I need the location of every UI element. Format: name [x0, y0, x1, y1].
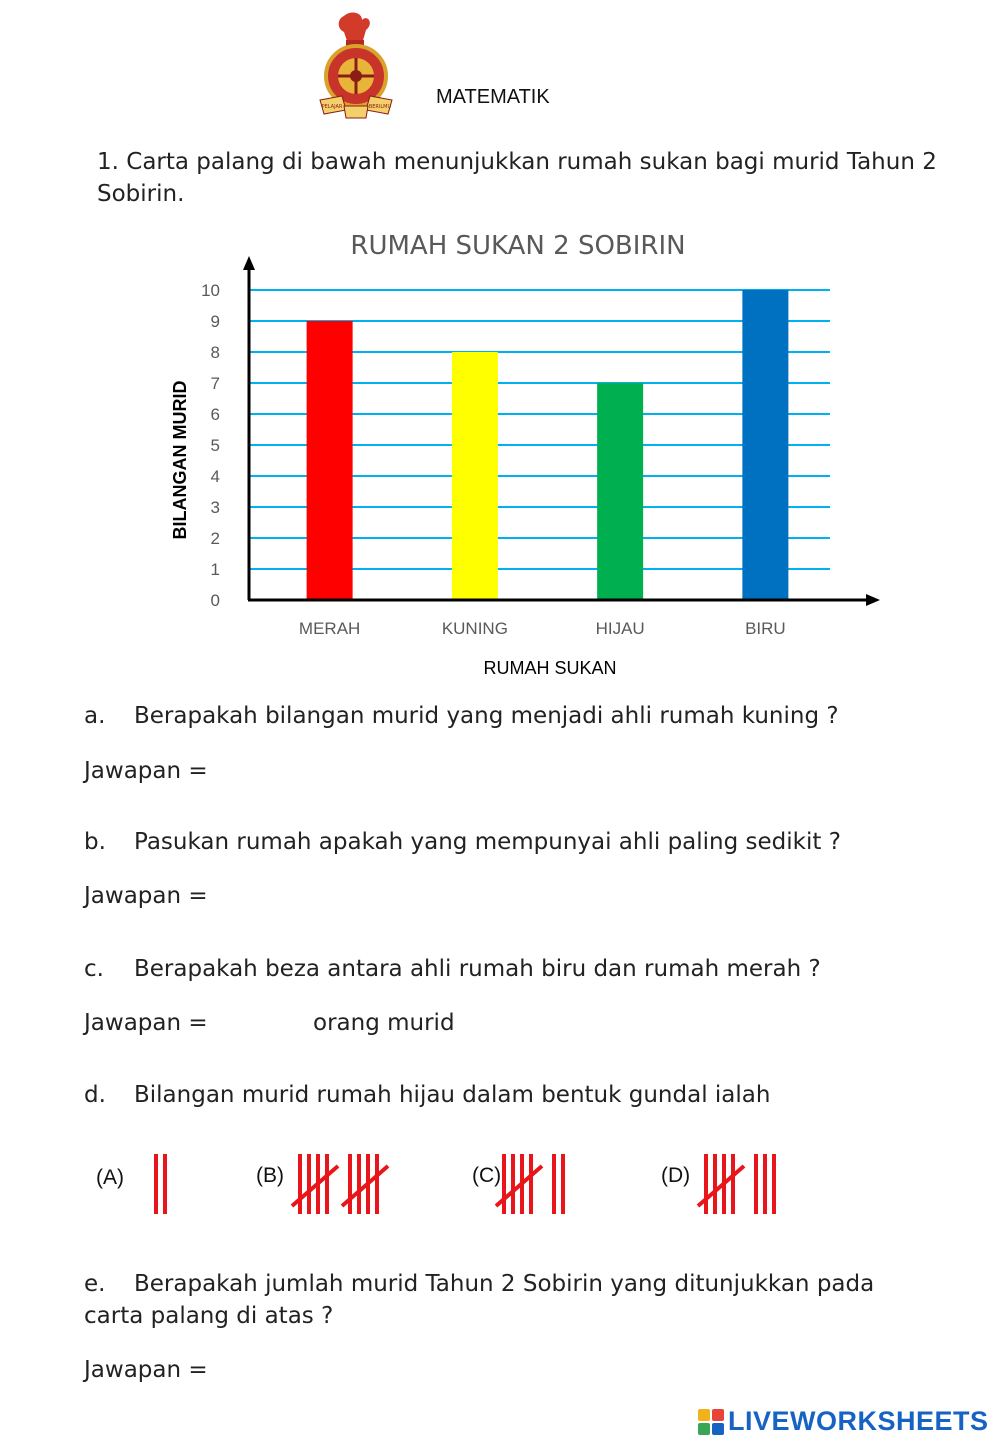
liveworksheets-brand [698, 1406, 989, 1437]
option-c-label[interactable]: (C) [472, 1164, 502, 1187]
school-crest-logo [316, 10, 396, 128]
y-tick-label: 5 [210, 436, 220, 455]
question-b [84, 826, 841, 858]
option-c-tally[interactable] [494, 1148, 594, 1220]
question-a-text: Berapakah bilangan murid yang menjadi ahli rumah kuning ? [134, 703, 839, 729]
x-tick-label: KUNING [441, 619, 508, 638]
y-tick-label: 2 [210, 529, 220, 548]
question-1-text: 1. Carta palang di bawah menunjukkan rumah sukan bagi murid Tahun 2 Sobirin. [97, 149, 937, 207]
question-c-label: c. [84, 956, 104, 982]
subject-title: MATEMATIK [436, 86, 550, 108]
question-e-text: Berapakah jumlah murid Tahun 2 Sobirin yang ditunjukkan pada carta palang di atas ? [84, 1271, 875, 1329]
liveworksheets-logo-icon [698, 1409, 724, 1435]
answer-e[interactable]: Jawapan = [84, 1357, 208, 1383]
y-tick-label: 9 [210, 312, 220, 331]
option-d-tally[interactable] [696, 1148, 806, 1220]
y-tick-label: 1 [210, 560, 220, 579]
bar-biru [742, 290, 788, 600]
liveworksheets-wordmark: LIVEWORKSHEETS [728, 1406, 989, 1436]
question-d-text: Bilangan murid rumah hijau dalam bentuk gundal ialah [134, 1082, 771, 1108]
question-a-label: a. [84, 703, 106, 729]
question-d [84, 1079, 770, 1111]
question-c-text: Berapakah beza antara ahli rumah biru dan rumah merah ? [134, 956, 821, 982]
question-c [84, 953, 821, 985]
answer-c-suffix: orang murid [313, 1010, 455, 1036]
svg-text:PELAJAR: PELAJAR [321, 104, 343, 110]
y-tick-label: 7 [210, 374, 220, 393]
question-d-label: d. [84, 1082, 106, 1108]
y-axis-label: BILANGAN MURID [170, 380, 190, 540]
question-b-text: Pasukan rumah apakah yang mempunyai ahli paling sedikit ? [134, 829, 841, 855]
answer-a[interactable]: Jawapan = [84, 758, 208, 784]
bar-merah [307, 321, 353, 600]
question-e-label: e. [84, 1271, 106, 1297]
x-tick-label: BIRU [745, 619, 786, 638]
answer-c[interactable]: Jawapan = [84, 1010, 208, 1036]
bar-chart [160, 222, 900, 692]
x-axis-label: RUMAH SUKAN [483, 658, 617, 678]
y-axis-arrow [243, 256, 255, 270]
x-tick-label: HIJAU [595, 619, 645, 638]
y-tick-label: 8 [210, 343, 220, 362]
question-e [84, 1268, 904, 1332]
x-axis-arrow [866, 594, 880, 606]
bar-hijau [597, 383, 643, 600]
y-tick-label: 3 [210, 498, 220, 517]
option-d-label[interactable]: (D) [661, 1164, 691, 1187]
y-tick-label: 0 [210, 591, 220, 610]
chart-title: RUMAH SUKAN 2 SOBIRIN [350, 231, 686, 261]
question-a [84, 700, 839, 732]
svg-text:BERILMU: BERILMU [368, 104, 392, 110]
answer-b[interactable]: Jawapan = [84, 883, 208, 909]
option-a-label[interactable]: (A) [96, 1166, 124, 1189]
question-b-label: b. [84, 829, 106, 855]
y-tick-label: 6 [210, 405, 220, 424]
option-b-label[interactable]: (B) [256, 1164, 284, 1187]
option-b-tally[interactable] [290, 1148, 420, 1220]
y-tick-label: 10 [201, 281, 220, 300]
bar-kuning [452, 352, 498, 600]
option-a-tally[interactable] [146, 1148, 186, 1220]
x-tick-label: MERAH [298, 619, 361, 638]
y-tick-label: 4 [210, 467, 220, 486]
